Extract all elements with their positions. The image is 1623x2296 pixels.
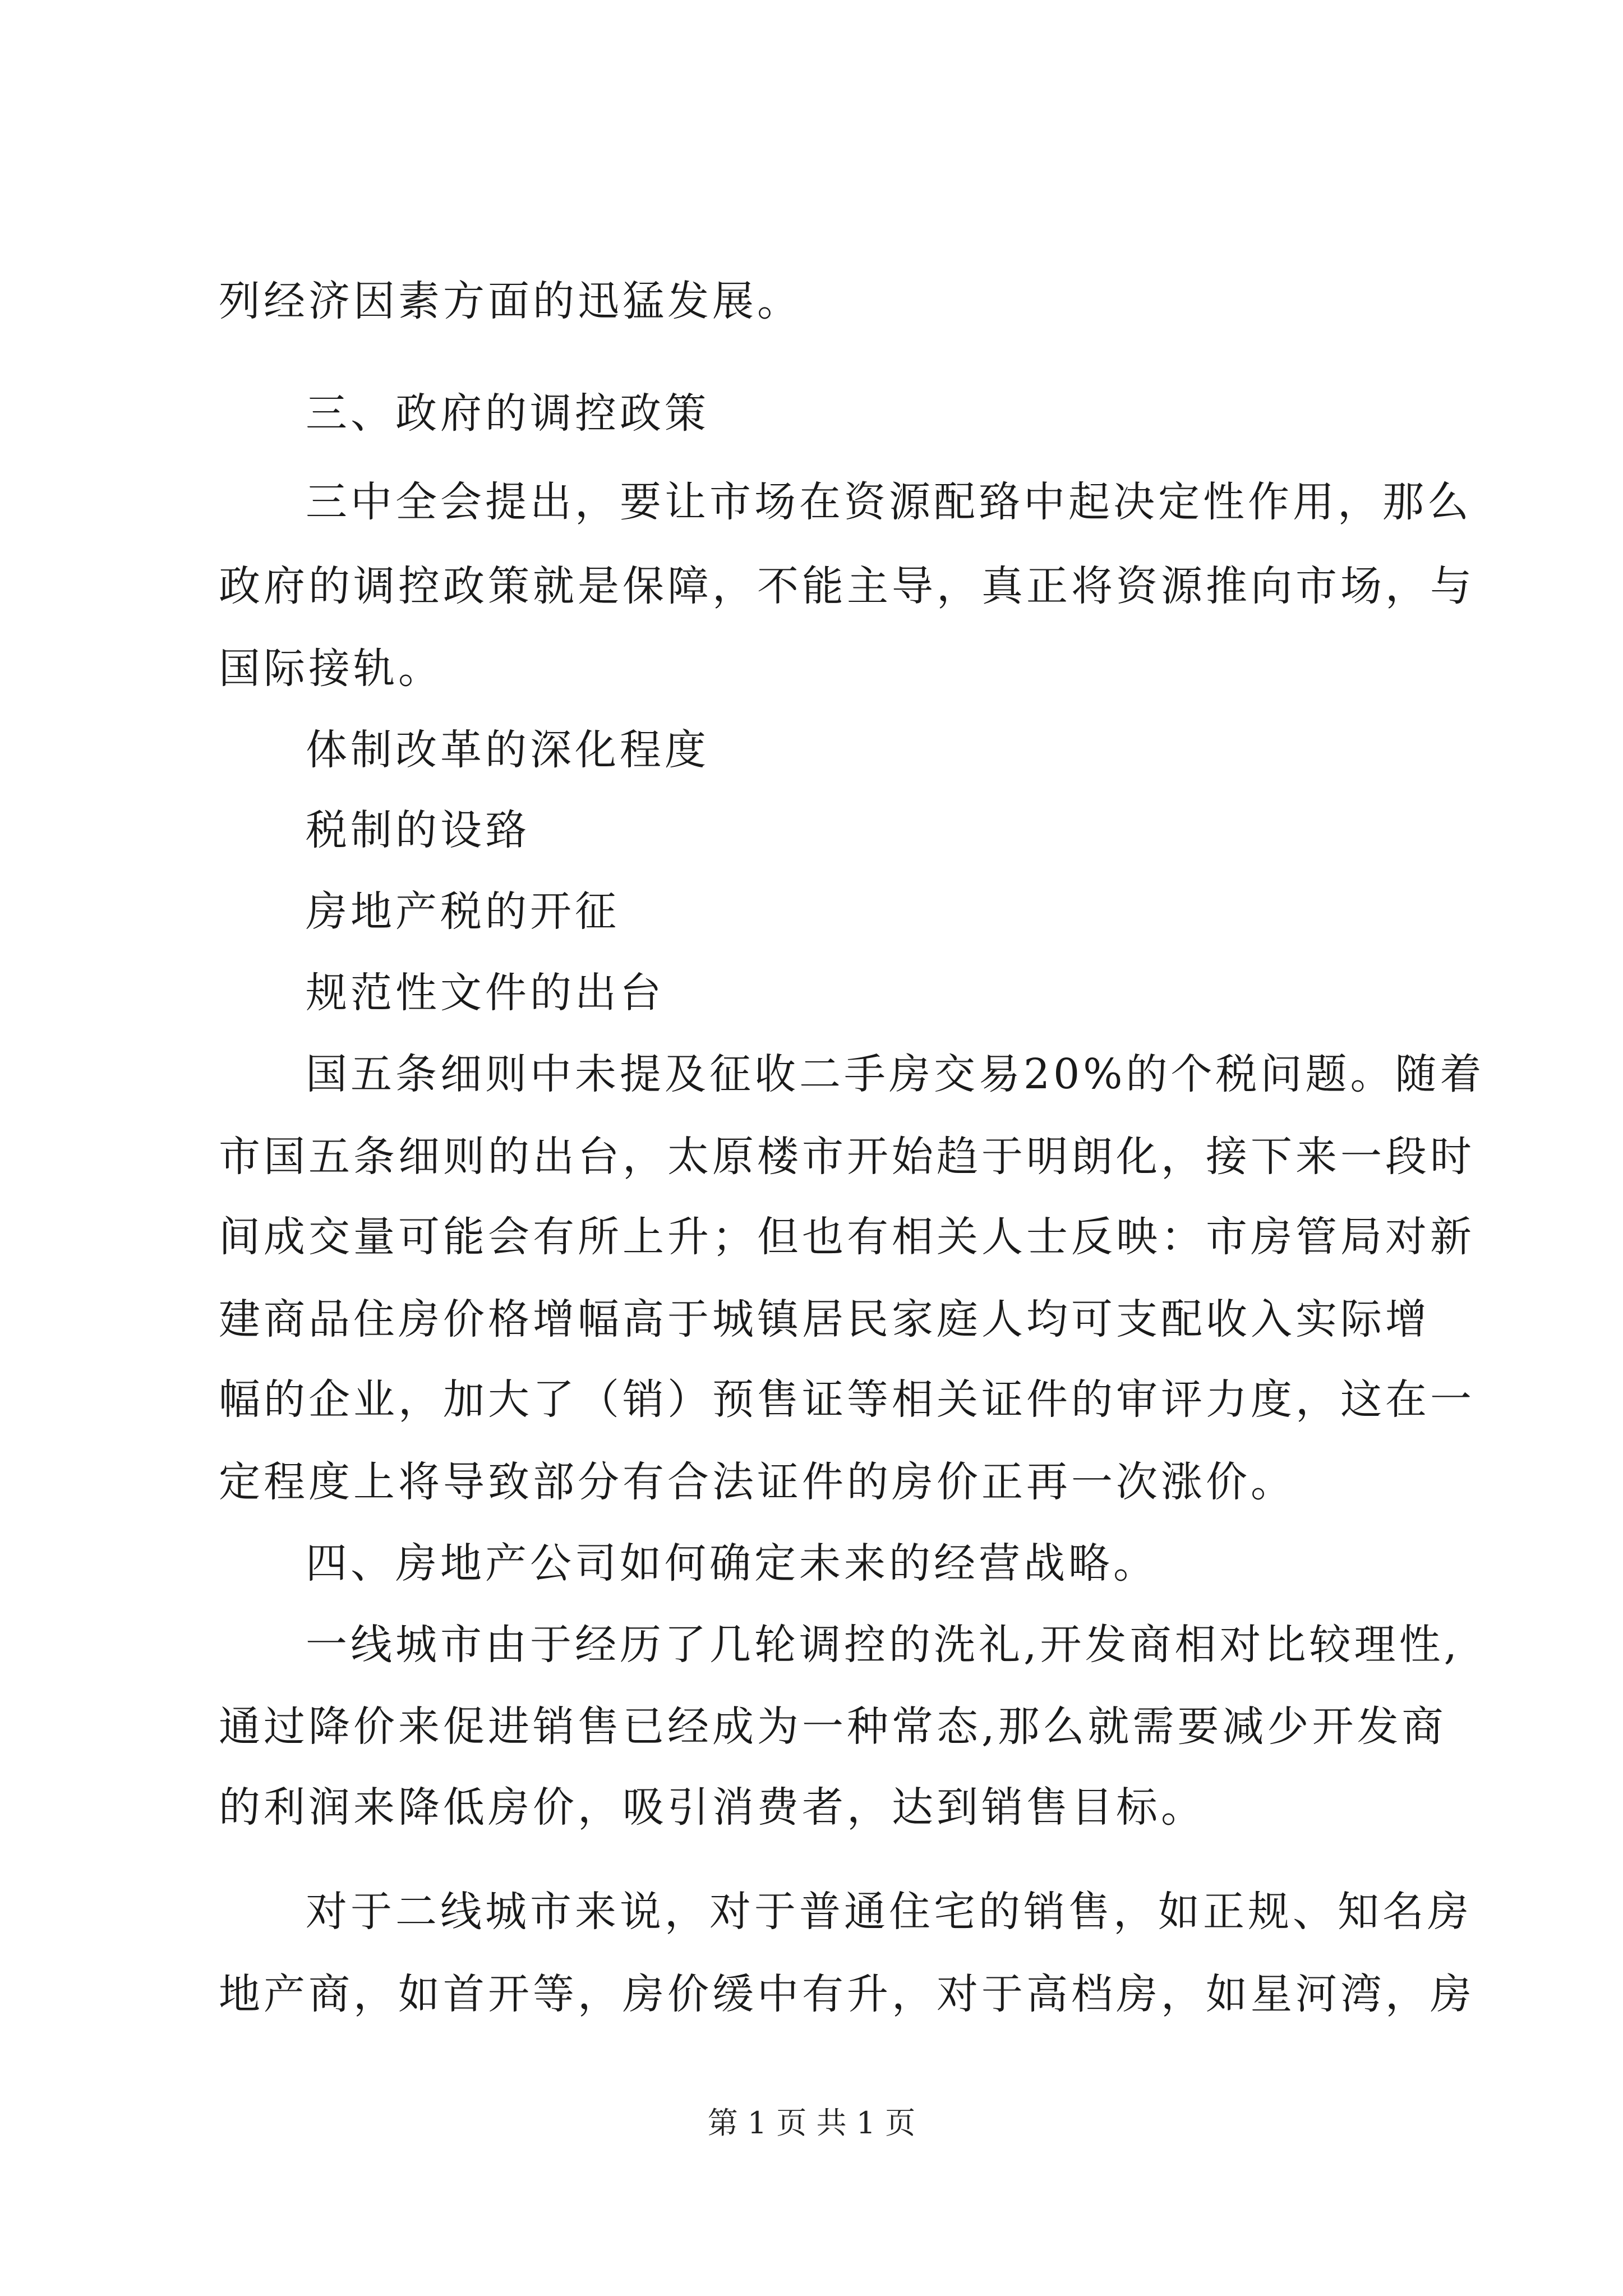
text-line-11: 市国五条细则的出台，太原楼市开始趋于明朗化，接下来一段时	[219, 1133, 1475, 1181]
text-line-18: 通过降价来促进销售已经成为一种常态,那么就需要减少开发商	[219, 1703, 1447, 1751]
section-heading-3: 三、政府的调控政策	[306, 389, 709, 438]
text-line-15: 定程度上将导致部分有合法证件的房价正再一次涨价。	[219, 1458, 1295, 1506]
text-line-21: 地产商，如首开等，房价缓中有升，对于高档房，如星河湾，房	[219, 1970, 1475, 2018]
list-item-property-tax: 房地产税的开征	[306, 887, 620, 936]
text-line-19: 的利润来降低房价，吸引消费者，达到销售目标。	[219, 1783, 1206, 1832]
text-line-17: 一线城市由于经历了几轮调控的洗礼,开发商相对比较理性,	[306, 1621, 1461, 1669]
text-line-5: 国际接轨。	[219, 645, 443, 693]
text-line-14: 幅的企业，加大了（销）预售证等相关证件的审评力度，这在一	[219, 1375, 1475, 1424]
list-item-reform: 体制改革的深化程度	[306, 726, 709, 774]
text-line-1: 列经济因素方面的迅猛发展。	[219, 277, 802, 325]
text-line-12: 间成交量可能会有所上升；但也有相关人士反映：市房管局对新	[219, 1213, 1475, 1261]
text-line-3: 三中全会提出，要让市场在资源配臵中起决定性作用，那么	[306, 478, 1472, 526]
page-footer: 第 1 页 共 1 页	[707, 2105, 916, 2141]
text-line-20: 对于二线城市来说，对于普通住宅的销售，如正规、知名房	[306, 1888, 1472, 1936]
text-line-13: 建商品住房价格增幅高于城镇居民家庭人均可支配收入实际增	[219, 1295, 1430, 1343]
text-line-4: 政府的调控政策就是保障，不能主导，真正将资源推向市场，与	[219, 562, 1475, 610]
list-item-tax-system: 税制的设臵	[306, 806, 530, 854]
list-item-regulations: 规范性文件的出台	[306, 969, 665, 1017]
text-line-10: 国五条细则中未提及征收二手房交易20%的个税问题。随着	[306, 1050, 1485, 1098]
section-heading-4: 四、房地产公司如何确定未来的经营战略。	[306, 1539, 1158, 1588]
